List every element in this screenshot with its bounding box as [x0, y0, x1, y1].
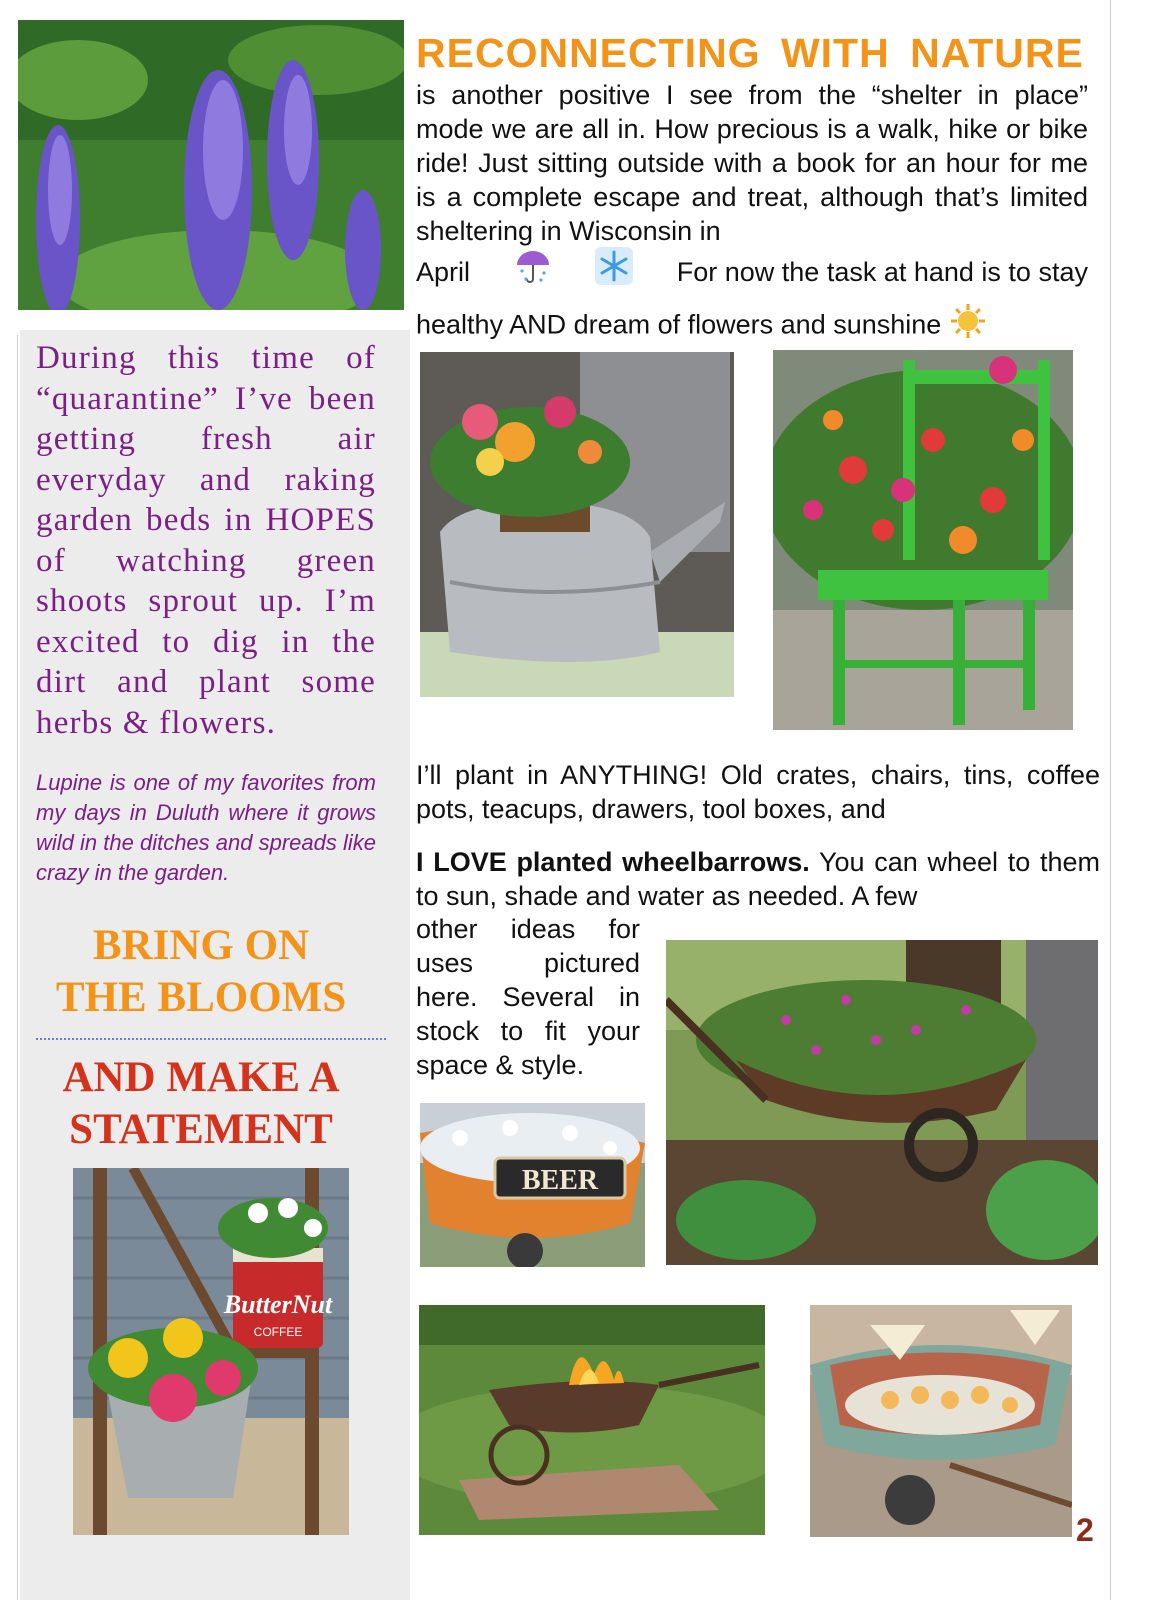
snowflake-icon — [595, 247, 633, 298]
page-number: 2 — [1076, 1512, 1094, 1548]
sangria-wheelbarrow-photo — [810, 1305, 1072, 1537]
intro-line-sunshine — [416, 302, 1088, 351]
wheelbarrow-planter-photo — [666, 940, 1098, 1265]
coffee-can-label: ButterNut — [223, 1290, 333, 1319]
blooms-heading-line-1: BRING ON — [92, 922, 310, 969]
coffee-can-sublabel: COFFEE — [253, 1325, 303, 1339]
left-divider — [17, 335, 18, 1600]
stay-text: For now the task at hand is to stay — [676, 257, 1088, 287]
ideas-paragraph: other ideas for uses pictured here. Several in stock to fit your space & style. — [416, 914, 640, 1080]
anything-paragraph: I’ll plant in ANYTHING! Old crates, chairs, tins, coffee pots, teacups, drawers, tool boxes, and — [416, 760, 1100, 824]
wheelbarrow-paragraph — [416, 845, 1100, 913]
page-title: RECONNECTING WITH NATURE — [416, 30, 1084, 76]
beer-sign-label: BEER — [521, 1165, 599, 1196]
lupine-photo — [18, 20, 404, 310]
statement-heading-line-1: AND MAKE A — [62, 1054, 340, 1101]
sunshine-text: healthy AND dream of flowers and sunshine — [416, 309, 942, 340]
lupine-caption: Lupine is one of my favorites from my days in Duluth where it grows wild in the ditches and spreads like crazy in the garden. — [36, 770, 376, 885]
statement-heading-line-2: STATEMENT — [69, 1106, 333, 1153]
watering-can-photo — [420, 352, 734, 697]
blooms-heading-line-2: THE BLOOMS — [55, 974, 347, 1021]
wheelbarrow-rest: You can wheel to them to sun, shade and water as needed. A few — [416, 847, 1101, 911]
april-text: April — [416, 257, 471, 287]
intro-paragraph — [416, 78, 1088, 248]
umbrella-rain-icon — [514, 247, 552, 298]
right-divider — [1110, 0, 1111, 1600]
green-chair-photo — [773, 350, 1073, 730]
ladder-buckets-photo — [73, 1168, 349, 1535]
intro-text: is another positive I see from the “shelter in place” mode we are all in. How precious is a walk, hike or bike ride! Just sitting outside with a book for an hour for me is a complete escape and treat, although that’s limited sheltering in Wisconsin in — [416, 80, 1088, 246]
dotted-divider — [36, 1038, 386, 1040]
firepit-wheelbarrow-photo — [419, 1305, 765, 1535]
wheelbarrow-bold: I LOVE planted wheelbarrows. — [416, 847, 810, 877]
sidebar-body-text: During this time of “quarantine” I’ve been getting fresh air everyday and raking garden beds in HOPES of watching green shoots sprout up. I’m excited to dig in the dirt and plant some herbs & flowers. — [36, 340, 376, 741]
sun-icon — [949, 302, 987, 351]
beer-wheelbarrow-photo — [420, 1103, 645, 1267]
intro-line-april — [416, 250, 1088, 294]
